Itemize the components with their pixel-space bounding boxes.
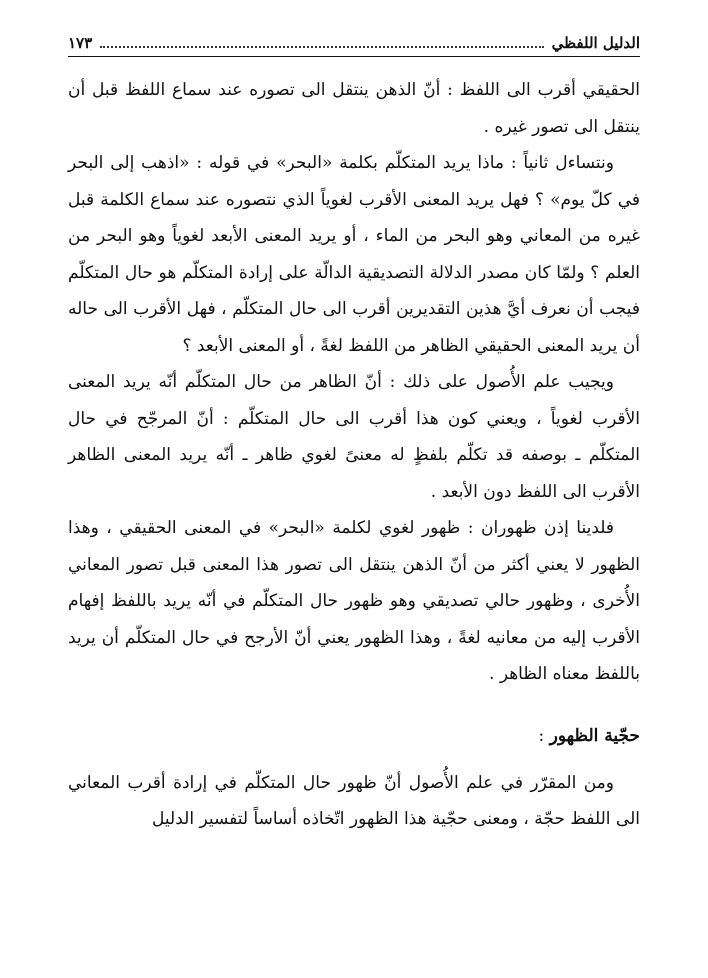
- running-title: الدليل اللفظي: [551, 34, 640, 52]
- book-page: [68, 0, 640, 978]
- section-heading-colon: :: [538, 725, 550, 746]
- paragraph: ونتساءل ثانياً : ماذا يريد المتكلّم بكلمة «البحر» في قوله : «اذهب إلى البحر في كلّ يوم» ؟ فهل يريد المعنى الأقرب لغوياً الذي نتصوره عند سماع الكلمة قبل غيره من المعاني وهو البحر من الماء ، أو يريد المعنى الأبعد لغوياً وهو البحر من العلم ؟ ولمّا كان مصدر الدلالة التصديقية الدالّة على إرادة المتكلّم هو حال المتكلّم فيجب أن نعرف أيَّ هذين التقديرين أقرب الى حال المتكلّم ، فهل الأقرب الى حاله أن يريد المعنى الحقيقي الظاهر من اللفظ لغةً ، أو المعنى الأبعد ؟: [68, 153, 640, 356]
- paragraph: ويجيب علم الأُصول على ذلك : أنّ الظاهر من حال المتكلّم أنّه يريد المعنى الأقرب لغوياً ، ويعني كون هذا أقرب الى حال المتكلّم : أنّ المرجّح في حال المتكلّم ـ بوصفه قد تكلّم بلفظٍ له معنىً لغوي ظاهر ـ أنّه يريد المعنى الظاهر الأقرب الى اللفظ دون الأبعد .: [68, 372, 640, 502]
- running-head: [68, 30, 640, 57]
- page-number: ١٧٣: [68, 34, 93, 52]
- body-text: [68, 72, 640, 838]
- paragraph: فلدينا إذن ظهوران : ظهور لغوي لكلمة «البحر» في المعنى الحقيقي ، وهذا الظهور لا يعني أكثر من أنّ الذهن ينتقل الى تصور هذا المعنى قبل تصور المعاني الأُخرى ، وظهور حالي تصديقي وهو ظهور حال المتكلّم في أنّه يريد باللفظ إفهام الأقرب إليه من معانيه لغةً ، وهذا الظهور يعني أنّ الأرجح في حال المتكلّم أن يريد باللفظ معناه الظاهر .: [68, 518, 640, 684]
- section-heading-title: حجّية الظهور: [549, 725, 640, 746]
- paragraph: ومن المقرّر في علم الأُصول أنّ ظهور حال المتكلّم في إرادة أقرب المعاني الى اللفظ حجّة ، ومعنى حجّية هذا الظهور اتّخاذه أساساً لتفسير الدليل: [68, 772, 640, 829]
- section-heading: [68, 721, 640, 751]
- paragraph-continued: الحقيقي أقرب الى اللفظ : أنّ الذهن ينتقل الى تصوره عند سماع اللفظ قبل أن ينتقل الى تصور غيره .: [68, 80, 640, 137]
- dotted-leader: [100, 46, 543, 48]
